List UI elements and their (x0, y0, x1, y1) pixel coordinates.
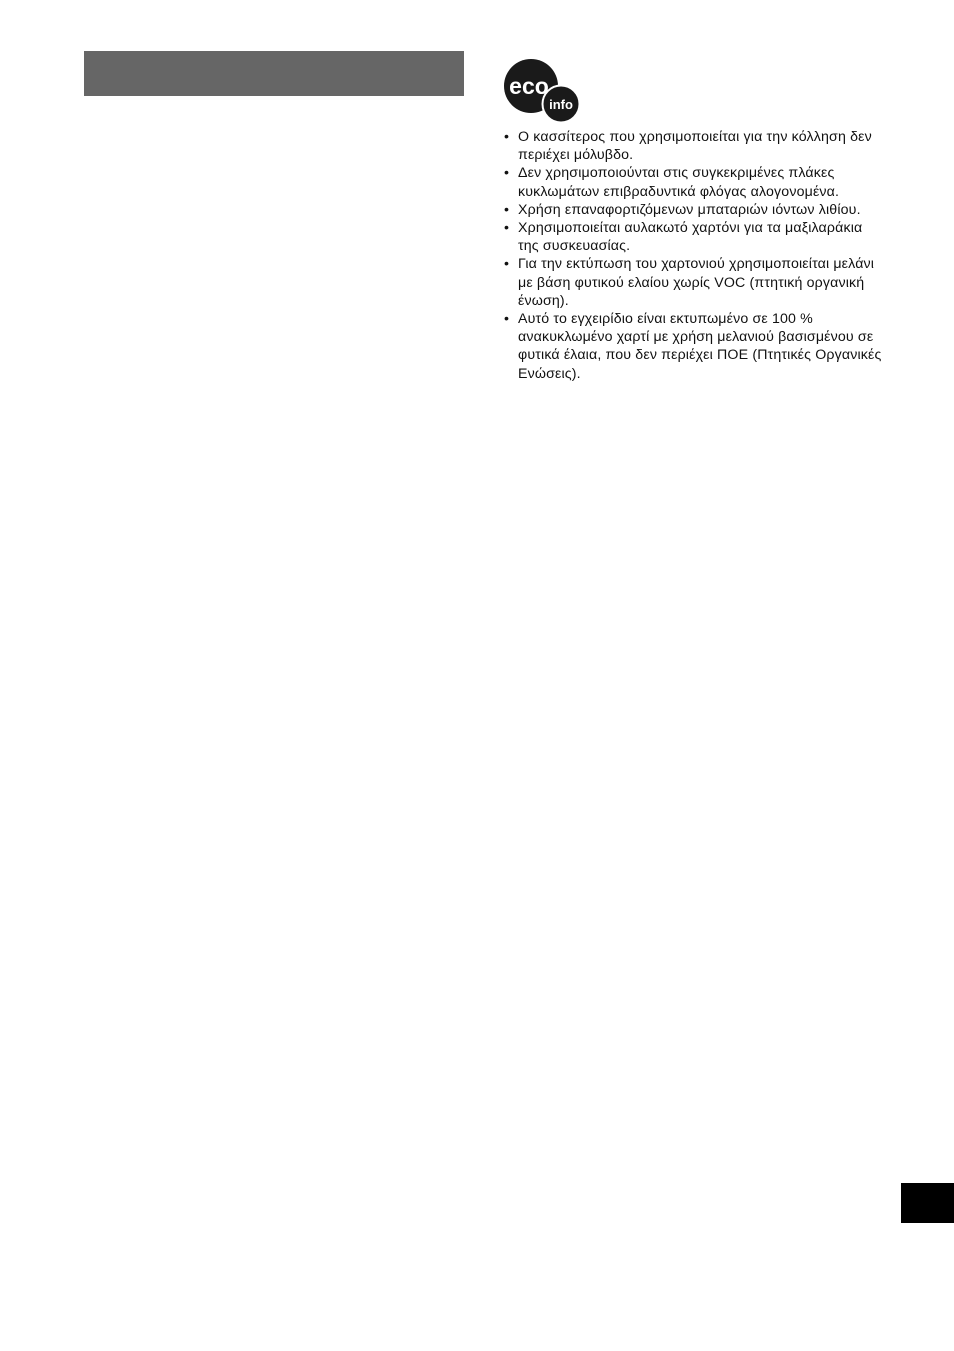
list-item-text: Για την εκτύπωση του χαρτονιού χρησιμοποιείται μελάνι με βάση φυτικού ελαίου χωρίς VOC (πτητική οργανική ένωση). (518, 256, 875, 309)
eco-info-logo (503, 58, 583, 124)
page-edge-tab (901, 1183, 954, 1223)
bullet: • (504, 256, 510, 273)
list-item (504, 310, 884, 383)
bullet: • (504, 220, 510, 237)
bullet: • (504, 201, 510, 218)
list-item-text: Χρησιμοποιείται αυλακωτό χαρτόνι για τα μαξιλαράκια της συσκευασίας. (518, 220, 863, 255)
list-item-text: Δεν χρησιμοποιούνται στις συγκεκριμένες πλάκες κυκλωμάτων επιβραδυντικά φλόγας αλογονομένα. (518, 165, 840, 200)
eco-logo-sub-text: info (549, 97, 573, 112)
list-item-text: Χρήση επαναφορτιζόμενων μπαταριών ιόντων λιθίου. (518, 201, 861, 218)
list-item-text: Ο κασσίτερος που χρησιμοποιείται για την κόλληση δεν περιέχει μόλυβδο. (518, 129, 872, 164)
list-item (504, 128, 884, 164)
bullet: • (504, 311, 510, 328)
bullet: • (504, 129, 510, 145)
list-item-text: Αυτό το εγχειρίδιο είναι εκτυπωμένο σε 100 % ανακυκλωμένο χαρτί με χρήση μελανιού βασισμένου σε φυτικά έλαια, που δεν περιέχει ΠΟΕ (Πτητικές Οργανικές Ενώσεις). (518, 311, 882, 382)
eco-features-list (504, 128, 884, 383)
bullet: • (504, 165, 510, 182)
section-header-bar (84, 51, 464, 96)
list-item (504, 219, 884, 255)
eco-logo-main-text: eco (509, 73, 549, 99)
list-item (504, 255, 884, 310)
list-item (504, 201, 884, 219)
list-item (504, 164, 884, 200)
